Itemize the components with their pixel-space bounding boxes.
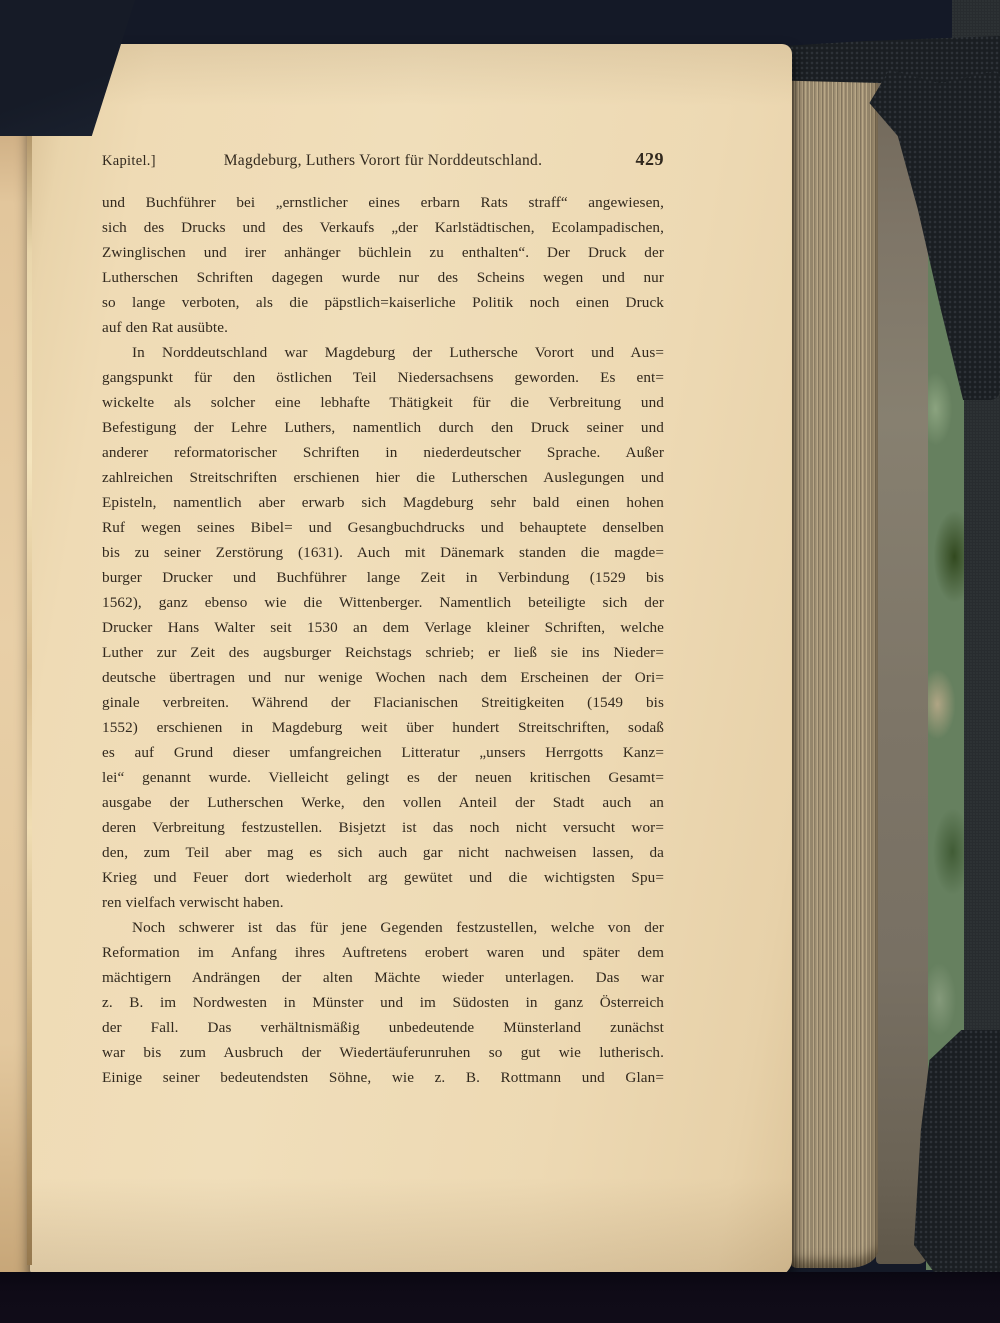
text-line: ren vielfach verwischt haben.	[102, 894, 284, 911]
page-body	[102, 190, 664, 1090]
text-line: Krieg und Feuer dort wiederholt arg gewütet und die wichtigsten Spu=	[102, 869, 664, 886]
book-page	[30, 44, 792, 1276]
text-line: Einige seiner bedeutendsten Söhne, wie z. B. Rottmann und Glan=	[102, 1069, 664, 1086]
text-line: deren Verbreitung festzustellen. Bisjetzt ist das noch nicht versucht wor=	[102, 819, 664, 836]
text-line: Drucker Hans Walter seit 1530 an dem Verlage kleiner Schriften, welche	[102, 619, 664, 636]
text-line: ginale verbreiten. Während der Flacianischen Streitigkeiten (1549 bis	[102, 694, 664, 711]
text-line: Reformation im Anfang ihres Auftretens erobert waren und später dem	[102, 944, 664, 961]
text-line: burger Drucker und Buchführer lange Zeit in Verbindung (1529 bis	[102, 569, 664, 586]
text-line: deutsche übertragen und nur wenige Wochen nach dem Erscheinen der Ori=	[102, 669, 664, 686]
text-line: Befestigung der Lehre Luthers, namentlich durch den Druck seiner und	[102, 419, 664, 436]
text-line: gangspunkt für den östlichen Teil Niedersachsens geworden. Es ent=	[102, 369, 664, 386]
text-line: ausgabe der Lutherschen Werke, den vollen Anteil der Stadt auch an	[102, 794, 664, 811]
text-line: und Buchführer bei „ernstlicher eines erbarn Rats straff“ angewiesen,	[102, 194, 664, 211]
header-chapter-label: Kapitel.]	[102, 153, 156, 169]
text-line: zahlreichen Streitschriften erschienen hier die Lutherschen Auslegungen und	[102, 469, 664, 486]
text-line: der Fall. Das verhältnismäßig unbedeutende Münsterland zunächst	[102, 1019, 664, 1036]
text-line: Luther zur Zeit des augsburger Reichstags schrieb; er ließ sie ins Nieder=	[102, 644, 664, 661]
text-line: z. B. im Nordwesten in Münster und im Südosten in ganz Österreich	[102, 994, 664, 1011]
header-title: Magdeburg, Luthers Vorort für Norddeutschland.	[223, 152, 543, 169]
text-line: 1552) erschienen in Magdeburg weit über hundert Streitschriften, sodaß	[102, 719, 664, 736]
text-line: Lutherschen Schriften dagegen wurde nur des Scheins wegen und nur	[102, 269, 664, 286]
facing-page-edge	[0, 110, 30, 1275]
text-line: es auf Grund dieser umfangreichen Litteratur „unsers Herrgotts Kanz=	[102, 744, 664, 761]
text-line: Zwinglischen und irer anhänger büchlein zu enthalten“. Der Druck der	[102, 244, 664, 261]
text-line: Ruf wegen seines Bibel= und Gesangbuchdrucks und behauptete denselben	[102, 519, 664, 536]
page-gutter-crease	[27, 115, 32, 1265]
text-line: In Norddeutschland war Magdeburg der Luthersche Vorort und Aus=	[132, 344, 664, 361]
running-header	[102, 148, 664, 174]
background-bottom	[0, 1272, 1000, 1323]
text-line: anderer reformatorischer Schriften in niederdeutscher Sprache. Außer	[102, 444, 664, 461]
page-fore-edge	[790, 52, 878, 1268]
page-number: 429	[635, 149, 664, 169]
page-block-edge	[876, 58, 928, 1264]
text-line: Noch schwerer ist das für jene Gegenden festzustellen, welche von der	[132, 919, 664, 936]
text-line: sich des Drucks und des Verkaufs „der Karlstädtischen, Ecolampadischen,	[102, 219, 664, 236]
text-line: den, zum Teil aber mag es sich auch gar nicht nachweisen lassen, da	[102, 844, 664, 861]
text-line: 1562), ganz ebenso wie die Wittenberger. Namentlich beteiligte sich der	[102, 594, 664, 611]
text-line: bis zu seiner Zerstörung (1631). Auch mit Dänemark standen die magde=	[102, 544, 664, 561]
page-content	[102, 148, 664, 1086]
text-line: lei“ genannt wurde. Vielleicht gelingt es der neuen kritischen Gesamt=	[102, 769, 664, 786]
text-line: wickelte als solcher eine lebhafte Thätigkeit für die Verbreitung und	[102, 394, 664, 411]
text-line: so lange verboten, als die päpstlich=kaiserliche Politik noch einen Druck	[102, 294, 664, 311]
text-line: war bis zum Ausbruch der Wiedertäuferunruhen so gut wie lutherisch.	[102, 1044, 664, 1061]
text-line: mächtigern Andrängen der alten Mächte wieder unterlagen. Das war	[102, 969, 664, 986]
text-line: auf den Rat ausübte.	[102, 319, 228, 336]
text-line: Episteln, namentlich aber erwarb sich Magdeburg sehr bald einen hohen	[102, 494, 664, 511]
